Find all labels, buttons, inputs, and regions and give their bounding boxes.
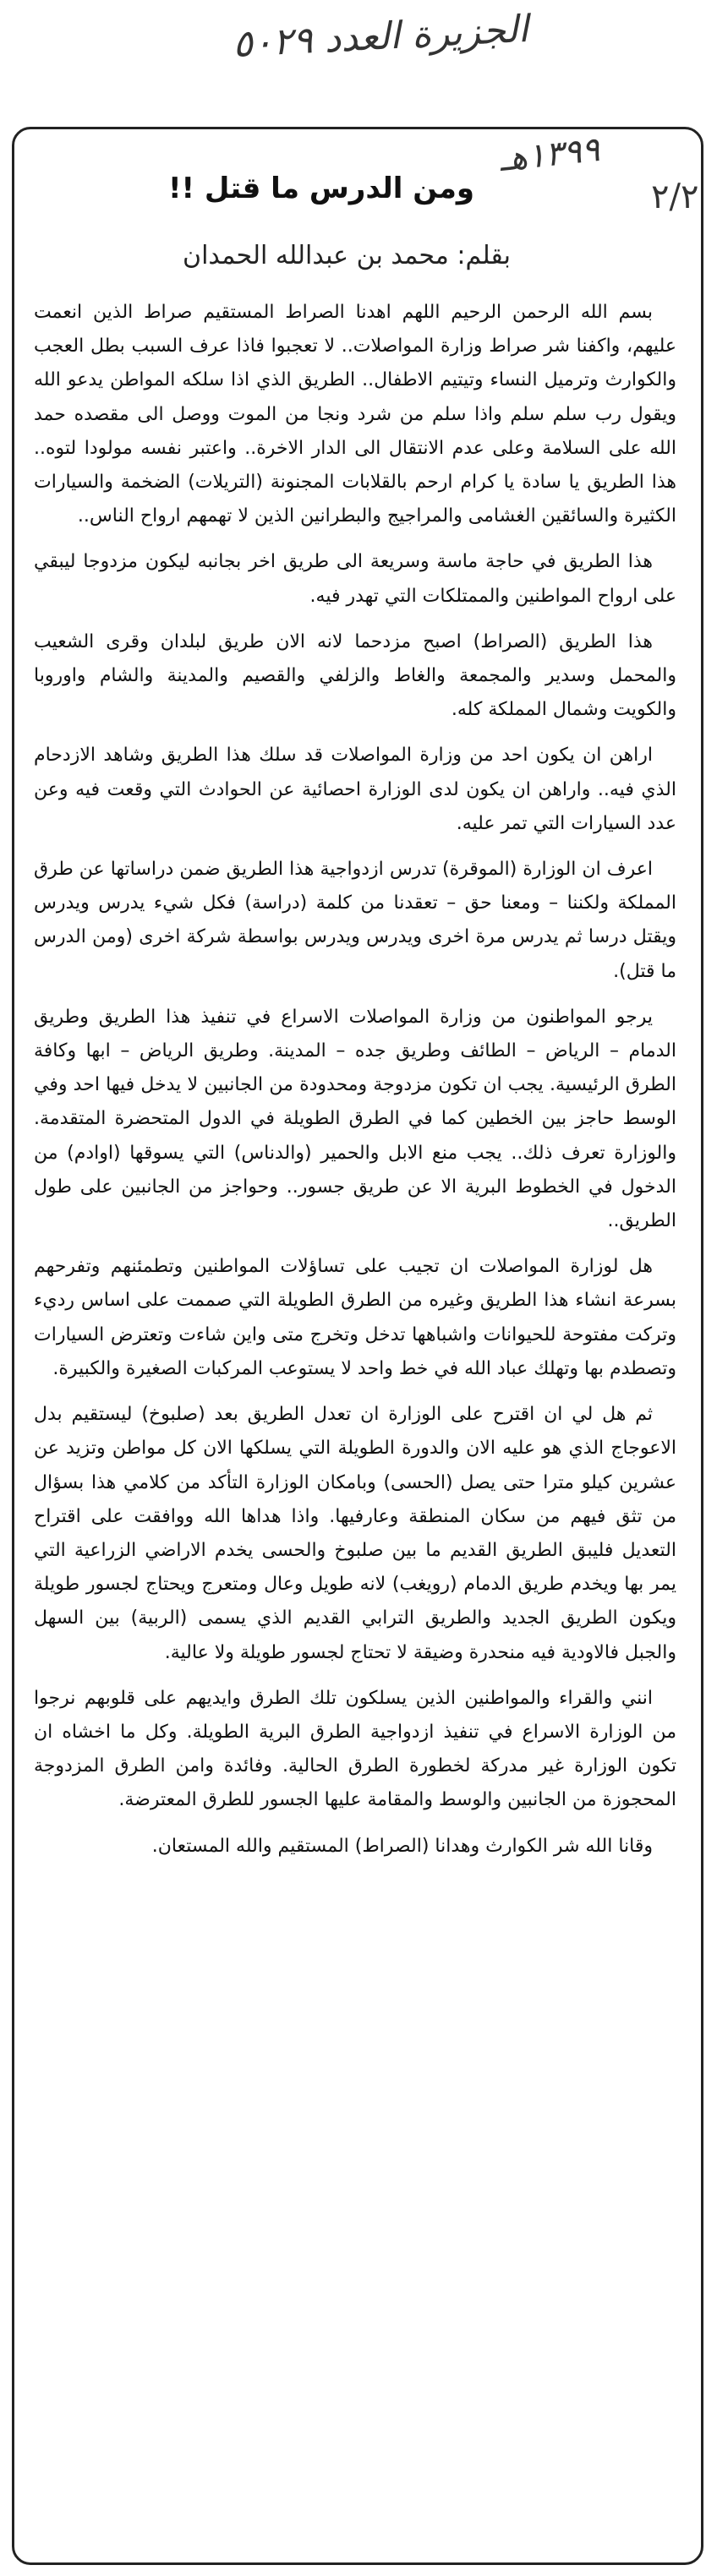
paragraph: بسم الله الرحمن الرحيم اللهم اهدنا الصراط المستقيم صراط الذين انعمت عليهم، واكفنا شر صراط وزارة المواصلات.. لا تعجبوا فاذا عرف السبب بطل العجب والكوارث وترميل النساء وتيتيم الاطفال.. الطريق الذي اذا سلكه المواطن يدعو الله ويقول رب سلم سلم واذا سلم من شرد ونجا من الموت ووصل الى مقصده حمد الله على السلامة وعلى عدم الانتقال الى الدار الاخرة.. واعتبر نفسه مولودا لتوه.. هذا الطريق يا سادة يا كرام ارحم بالقلابات المجنونة (التريلات) الضخمة والسيارات الكثيرة والسائقين الغشامى والمراجيج والبطرانين الذين لا تهمهم ارواح الناس.. (34, 302, 676, 527)
paragraph: اعرف ان الوزارة (الموقرة) تدرس ازدواجية هذا الطريق ضمن دراساتها عن طرق المملكة ولكننا – ومعنا حق – تعقدنا من كلمة (دراسة) فكل شيء يدرس ويدرس ويقتل درسا ثم يدرس مرة اخرى ويدرس ويدرس بواسطة شركة اخرى (ومن الدرس ما قتل). (34, 859, 676, 982)
article-body (34, 296, 676, 1875)
paragraph: اراهن ان يكون احد من وزارة المواصلات قد سلك هذا الطريق وشاهد الازدحام الذي فيه.. واراهن ان يكون لدى الوزارة احصائية عن الحوادث التي وقعت فيه وعن عدد السيارات التي تمر عليه. (34, 745, 676, 834)
handwritten-source-note: الجزيرة العدد ٥٠٢٩ (231, 7, 530, 67)
paragraph: وقانا الله شر الكوارث وهدانا (الصراط) المستقيم والله المستعان. (151, 1835, 653, 1857)
paragraph: هل لوزارة المواصلات ان تجيب على تساؤلات المواطنين وتطمئنهم وتفرحهم بسرعة انشاء هذا الطريق وغيره من الطرق الطويلة التي صممت على اساس رديء وتركت مفتوحة للحيوانات واشباهها تدخل وتخرج متى واين شاءت وتعترض السيارات وتصطدم بها وتهلك عباد الله في خط واحد لا يستوعب المركبات الصغيرة والكبيرة. (34, 1256, 676, 1379)
handwritten-corner-mark: ٢/٢ (651, 177, 699, 216)
handwritten-date-note: ١٣٩٩هـ (497, 129, 602, 180)
article-title: ومن الدرس ما قتل !! (168, 171, 474, 205)
paragraph: يرجو المواطنون من وزارة المواصلات الاسراع في تنفيذ هذا الطريق وطريق الدمام – الرياض – الطائف وطريق جده – المدينة. وطريق الرياض – ابها وكافة الطرق الرئيسية. يجب ان تكون مزدوجة ومحدودة من الجانبين لا يدخل فيها احد وفي الوسط حاجز بين الخطين كما في الطرق الطويلة في الدول المتحضرة المتقدمة. والوزارة تعرف ذلك.. يجب منع الابل والحمير (والدناس) التي يسوقها (اوادم) من الدخول في الخطوط البرية الا عن طريق جسور.. وحواجز من الجانبين على طول الطريق.. (34, 1006, 676, 1232)
paragraph: هذا الطريق (الصراط) اصبح مزدحما لانه الان طريق لبلدان وقرى الشعيب والمحمل وسدير والمجمعة والغاط والزلفي والقصيم والمدينة والشام واوروبا والكويت وشمال المملكة كله. (34, 630, 676, 721)
paragraph: ثم هل لي ان اقترح على الوزارة ان تعدل الطريق بعد (صلبوخ) ليستقيم بدل الاعوجاج الذي هو عليه الان والدورة الطويلة التي يسلكها الان كل مواطن وتزيد عن عشرين كيلو مترا حتى يصل (الحسى) وبامكان الوزارة التأكد من كلامي هذا بسؤال من تثق فيهم من سكان المنطقة وعارفيها. واذا هداها الله ووافقت على اقتراح التعديل فليبق الطريق القديم ما بين صلبوخ والحسى يخدم الاراضي الزراعية التي يمر بها ويخدم طريق الدمام (رويغب) لانه طويل وعال ومتعرج ويحتاج لجسور طويلة ويكون الطريق الجديد والطريق الترابي القديم الذي يسمى (الربية) بين السهل والجبل فالاودية فيه منحدرة وضيقة لا تحتاج لجسور طويلة ولا عالية. (34, 1404, 676, 1663)
paragraph: انني والقراء والمواطنين الذين يسلكون تلك الطرق وايديهم على قلوبهم نرجوا من الوزارة الاسراع في تنفيذ ازدواجية الطرق البرية الطويلة. وكل ما اخشاه ان تكون الوزارة غير مدركة لخطورة الطرق الحالية. وفائدة وامن الطرق المزدوجة المحجوزة من الجانبين والوسط والمقامة عليها الجسور للطرق المعترضة. (34, 1687, 676, 1811)
paragraph: هذا الطريق في حاجة ماسة وسريعة الى طريق اخر بجانبه ليكون مزدوجا ليبقي على ارواح المواطنين والممتلكات التي تهدر فيه. (34, 551, 676, 607)
article-byline: بقلم: محمد بن عبدالله الحمدان (183, 241, 511, 270)
